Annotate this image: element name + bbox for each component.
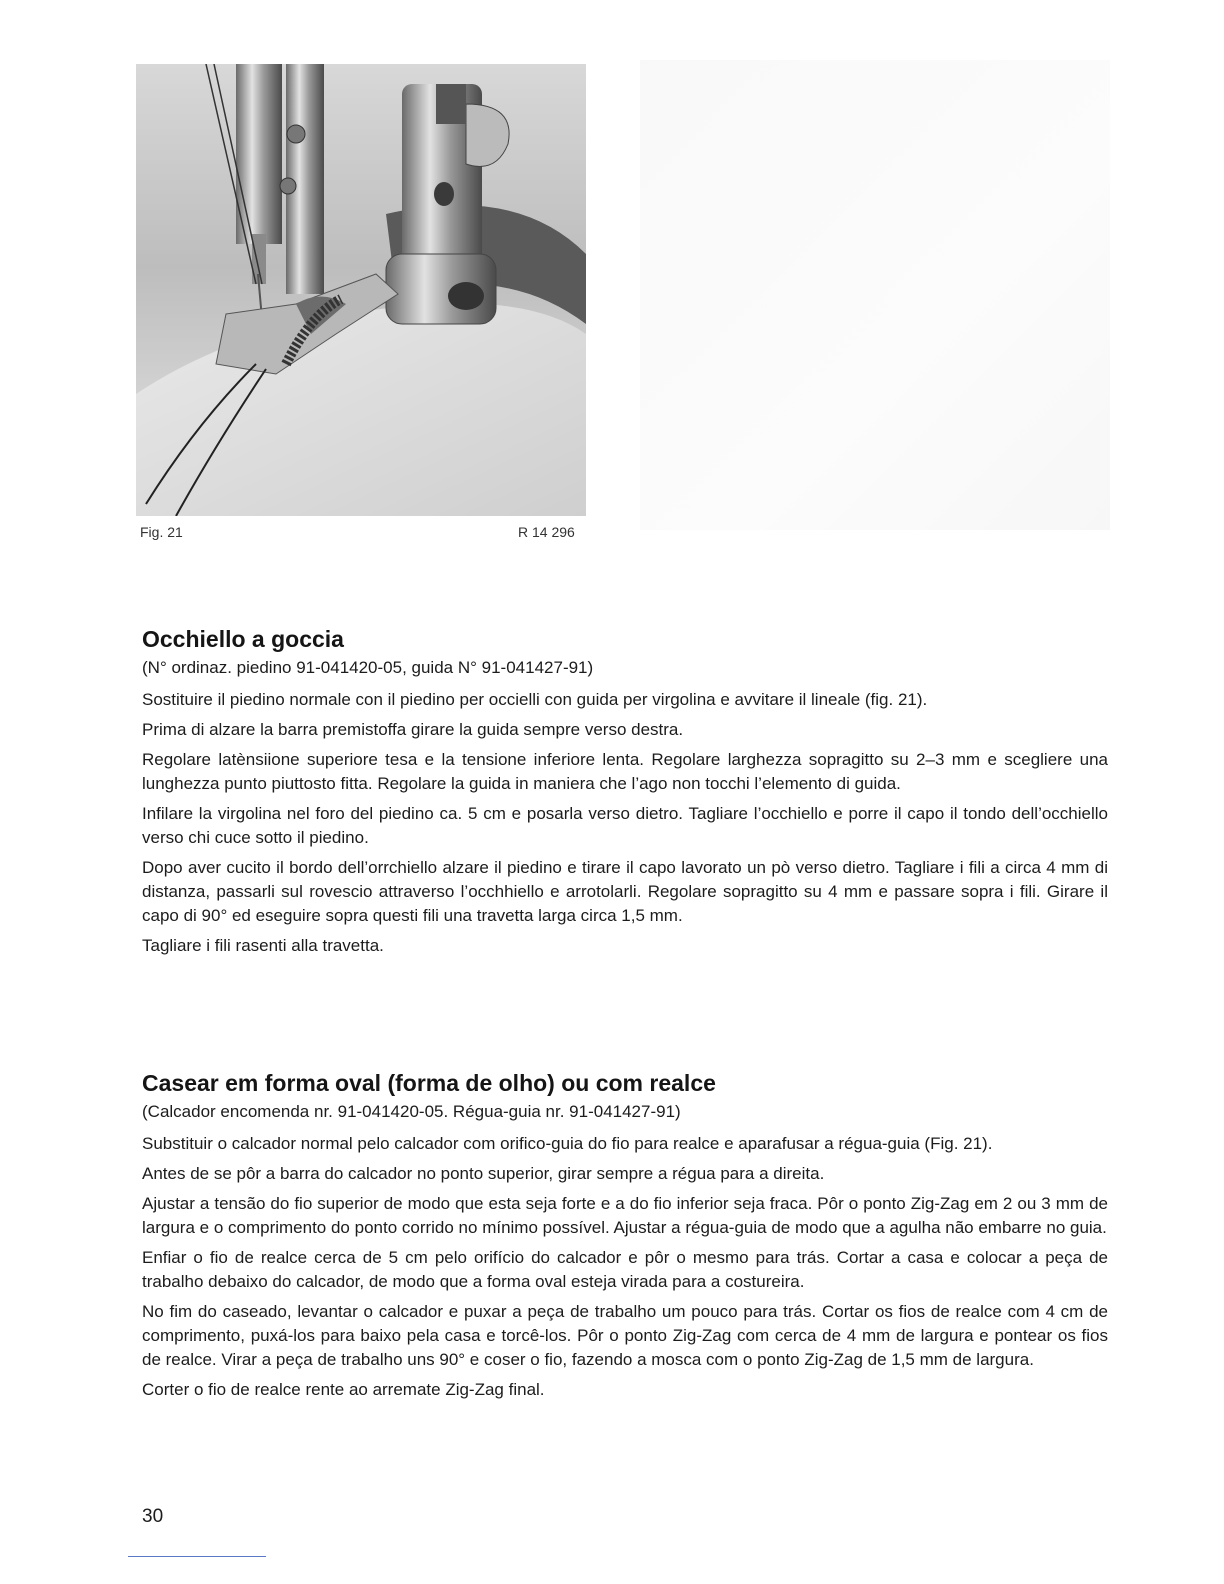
page-number: 30 — [142, 1506, 164, 1527]
italian-subtitle: (N° ordinaz. piedino 91-041420-05, guida N° 91-041427-91) — [142, 658, 594, 677]
italian-title: Occhiello a goccia — [142, 626, 344, 652]
italian-paragraph: Prima di alzare la barra premistoffa girare la guida sempre verso destra. — [142, 720, 684, 739]
italian-paragraph: Dopo aver cucito il bordo dell’orrchiello alzare il piedino e tirare il capo lavorato un pò verso dietro. Tagliare i fili a circa 4 mm di distanza, passarli sul rovescio attraverso l’occhhiello e arrotolarli. Regolare sopragitto su 4 mm e passare sopra i fili. Girare il capo di 90° ed eseguire sopra questi fili una travetta larga circa 1,5 mm. — [142, 858, 1108, 925]
italian-paragraph: Infilare la virgolina nel foro del piedino ca. 5 cm e posarla verso dietro. Tagliare l’occhiello e porre il capo il tondo dell’occhiello verso chi cuce sotto il piedino. — [142, 804, 1108, 847]
portuguese-section — [142, 1068, 1108, 1408]
portuguese-paragraph: Enfiar o fio de realce cerca de 5 cm pelo orifício do calcador e pôr o mesmo para trás. Cortar a casa e colocar a peça de trabalho debaixo do calcador, de modo que a forma oval esteja virada para a costureira. — [142, 1248, 1108, 1291]
portuguese-paragraph: Corter o fio de realce rente ao arremate Zig-Zag final. — [142, 1380, 545, 1399]
portuguese-paragraph: Substituir o calcador normal pelo calcador com orifico-guia do fio para realce e aparafusar a régua-guia (Fig. 21). — [142, 1134, 993, 1153]
portuguese-subtitle: (Calcador encomenda nr. 91-041420-05. Régua-guia nr. 91-041427-91) — [142, 1102, 681, 1121]
italian-paragraph: Tagliare i fili rasenti alla travetta. — [142, 936, 384, 955]
figure-label: Fig. 21 — [140, 524, 183, 540]
italian-paragraph: Sostituire il piedino normale con il piedino per occielli con guida per virgolina e avvitare il lineale (fig. 21). — [142, 690, 928, 709]
italian-paragraph: Regolare latènsiione superiore tesa e la tensione inferiore lenta. Regolare larghezza sopragitto su 2–3 mm e scegliere una lunghezza punto piuttosto fitta. Regolare la guida in maniera che l’ago non tocchi l’elemento di guida. — [142, 750, 1108, 793]
portuguese-paragraph: Ajustar a tensão do fio superior de modo que esta seja forte e a do fio inferior seja fraca. Pôr o ponto Zig-Zag em 2 ou 3 mm de largura e o comprimento do ponto corrido no mínimo possível. Ajustar a régua-guia de modo que a agulha não embarre no guia. — [142, 1194, 1108, 1237]
portuguese-paragraph: Antes de se pôr a barra do calcador no ponto superior, girar sempre a régua para a direita. — [142, 1164, 825, 1183]
figure-reference: R 14 296 — [518, 524, 575, 540]
presser-foot-illustration — [136, 64, 586, 516]
page-show-through — [640, 60, 1110, 530]
figure-21-photo — [136, 64, 586, 516]
portuguese-paragraph: No fim do caseado, levantar o calcador e puxar a peça de trabalho um pouco para trás. Cortar os fios de realce com 4 cm de comprimento, puxá-los para baixo pela casa e torcê-los. Pôr o ponto Zig-Zag com cerca de 4 mm de largura e pontear os fios de realce. Virar a peça de trabalho uns 90° e coser o fio, fazendo a mosca com o ponto Zig-Zag de 1,5 mm de largura. — [142, 1302, 1108, 1369]
portuguese-title: Casear em forma oval (forma de olho) ou com realce — [142, 1070, 716, 1096]
italian-section — [142, 624, 1108, 964]
footer-rule — [128, 1556, 266, 1557]
